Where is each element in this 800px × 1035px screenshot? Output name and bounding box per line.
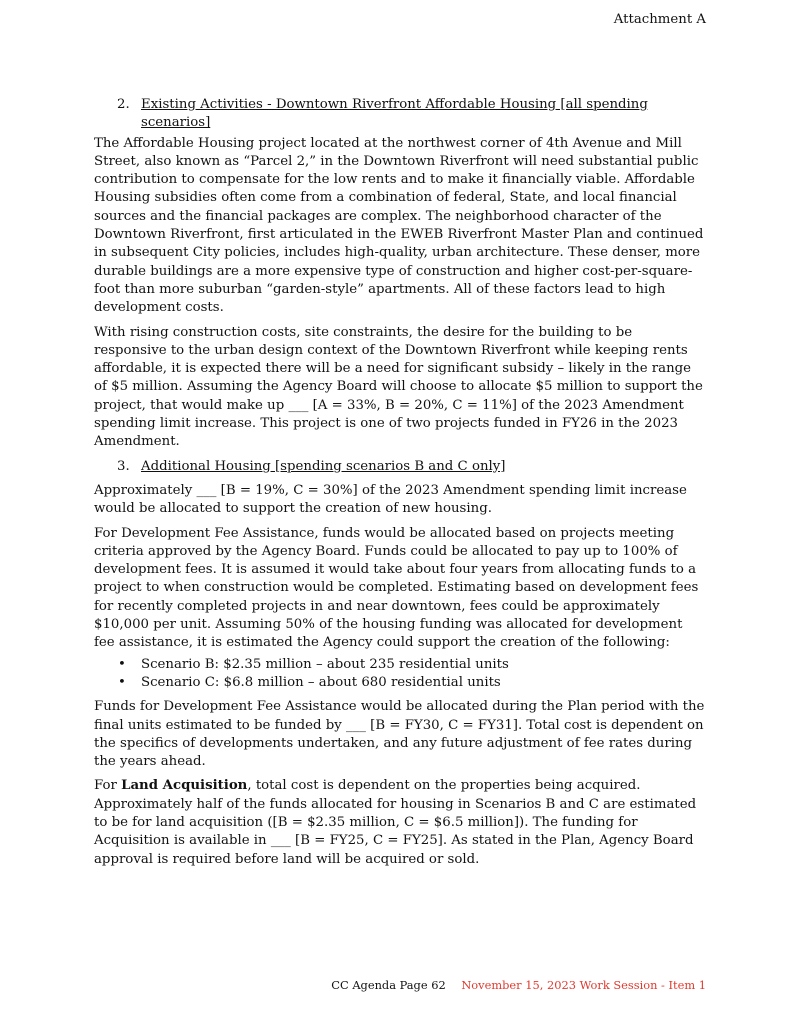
- agenda-page-label: CC Agenda Page 62: [331, 978, 446, 992]
- section-2-paragraph-1: The Affordable Housing project located at the northwest corner of 4th Avenue and Mill Street, also known as “Parcel 2,” in the Downtown Riverfront will need substantial public contribution to compensate for the low rents and to make it financially viable. Affordable Housing subsidies often come from a combination of federal, State, and local financial sources and the financial packages are complex. The neighborhood character of the Downtown Riverfront, first articulated in the EWEB Riverfront Master Plan and continued in subsequent City policies, includes high-quality, urban architecture. These denser, more durable buildings are a more expensive type of construction and higher cost-per-square-foot than more suburban “garden-style” apartments. All of these factors lead to high development costs.: [94, 135, 704, 316]
- list-item: [94, 674, 706, 692]
- section-3-paragraph-3: Funds for Development Fee Assistance would be allocated during the Plan period with the final units estimated to be funded by ___ [B = FY30, C = FY31]. Total cost is dependent on the specifics of developments undertaken, and any future adjustment of fee rates during the years ahead.: [94, 699, 705, 770]
- list-item-text: Scenario B: $2.35 million – about 235 residential units: [141, 656, 509, 672]
- paragraph-rest: , total cost is dependent on the properties being acquired. Approximately half of the funds allocated for housing in Scenarios B and C are estimated to be for land acquisition ([B = $2.35 million, C = $6.5 million]). The funding for Acquisition is available in ___ [B = FY25, C = FY25]. As stated in the Plan, Agency Board approval is required before land will be acquired or sold.: [94, 778, 697, 867]
- section-3-title: Additional Housing [spending scenarios B and C only]: [141, 458, 506, 474]
- bullet-icon: •: [118, 674, 126, 690]
- scenario-list: [94, 656, 706, 693]
- section-3-heading: [117, 458, 706, 476]
- section-2-heading: [117, 96, 706, 133]
- section-3-number: 3.: [117, 458, 130, 474]
- attachment-label: Attachment A: [613, 12, 706, 27]
- page-footer: [331, 978, 706, 992]
- paragraph-prefix: For: [94, 778, 122, 794]
- section-3-paragraph-4: [94, 777, 706, 868]
- section-2-title: Existing Activities - Downtown Riverfront Affordable Housing [all spending scenarios]: [141, 97, 648, 131]
- document-body: [94, 96, 706, 869]
- section-2-number: 2.: [117, 97, 130, 112]
- section-3-paragraph-2: For Development Fee Assistance, funds would be allocated based on projects meeting criteria approved by the Agency Board. Funds could be allocated to pay up to 100% of development fees. It is assumed it would take about four years from allocating funds to a project to when construction would be completed. Estimating based on development fees for recently completed projects in and near downtown, fees could be approximately $10,000 per unit. Assuming 50% of the housing funding was allocated for development fee assistance, it is estimated the Agency could support the creation of the following:: [94, 525, 699, 651]
- work-session-label: November 15, 2023 Work Session - Item 1: [461, 978, 706, 992]
- list-item-text: Scenario C: $6.8 million – about 680 residential units: [141, 674, 501, 690]
- land-acquisition-term: Land Acquisition: [121, 778, 248, 794]
- section-2-paragraph-2: With rising construction costs, site constraints, the desire for the building to be responsive to the urban design context of the Downtown Riverfront while keeping rents affordable, it is expected there will be a need for significant subsidy – likely in the range of $5 million. Assuming the Agency Board will choose to allocate $5 million to support the project, that would make up ___ [A = 33%, B = 20%, C = 11%] of the 2023 Amendment spending limit increase. This project is one of two projects funded in FY26 in the 2023 Amendment.: [94, 324, 703, 450]
- list-item: [94, 656, 706, 674]
- section-3-paragraph-1: Approximately ___ [B = 19%, C = 30%] of the 2023 Amendment spending limit increase would be allocated to support the creation of new housing.: [94, 482, 687, 517]
- bullet-icon: •: [118, 656, 126, 672]
